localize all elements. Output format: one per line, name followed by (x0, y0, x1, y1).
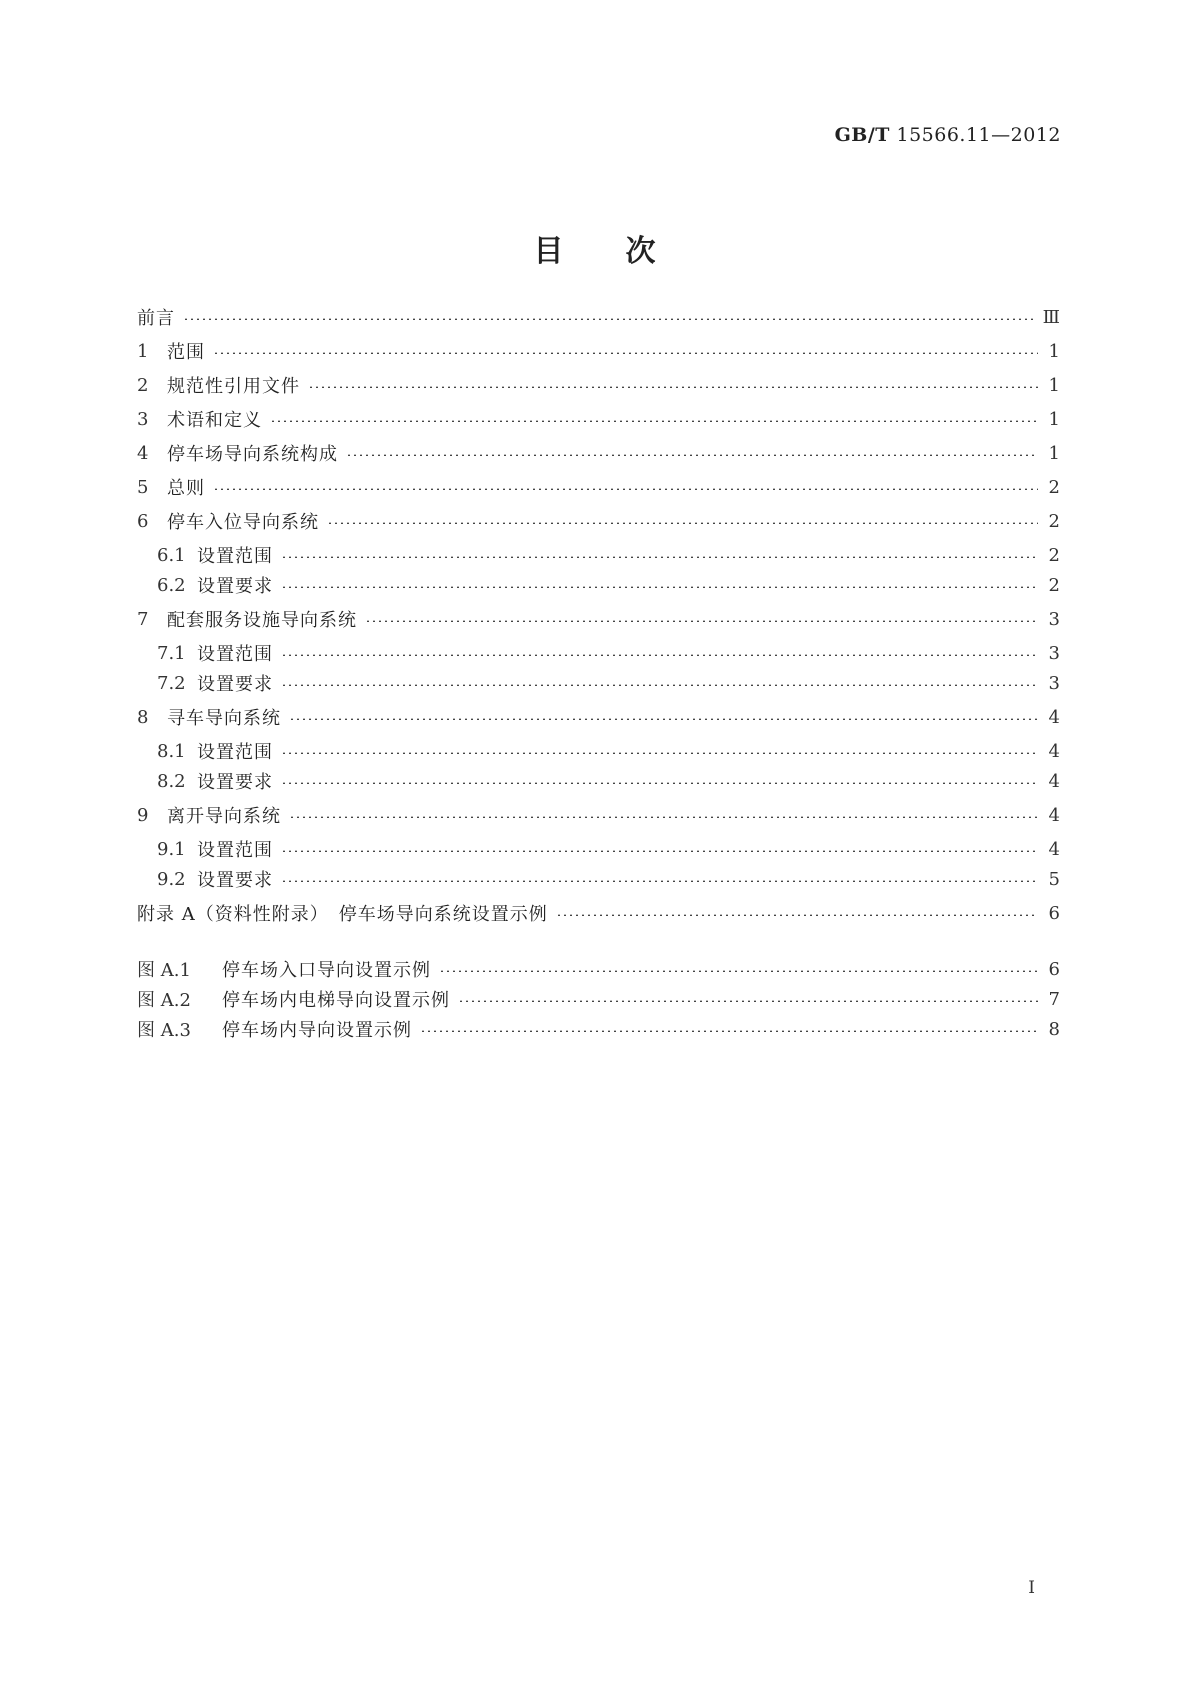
toc-entry-number: 7 (137, 608, 149, 630)
figure-page-number: 6 (1048, 958, 1060, 980)
toc-entry-text: 寻车导向系统 (167, 708, 281, 729)
toc-entry-8-2[interactable] (157, 768, 1060, 794)
toc-entry-7[interactable] (137, 606, 1060, 632)
toc-page-number: 3 (1048, 642, 1060, 664)
standard-number: 15566.11—2012 (896, 124, 1061, 146)
page-title (0, 226, 1191, 270)
toc-page-number: 4 (1048, 770, 1060, 792)
figure-title: 停车场内电梯导向设置示例 (222, 990, 450, 1011)
toc-entry-text: 规范性引用文件 (167, 376, 300, 397)
toc-entry-4[interactable] (137, 440, 1060, 466)
dot-leader (365, 620, 1038, 622)
figure-title: 停车场内导向设置示例 (222, 1020, 412, 1041)
toc-page-number: 1 (1048, 340, 1060, 362)
toc-entry-number: 5 (137, 476, 149, 498)
toc-page-number: 1 (1048, 442, 1060, 464)
dot-leader (281, 586, 1038, 588)
toc-entry-number: 8.2 (157, 770, 186, 792)
toc-entry-text: 设置要求 (197, 772, 273, 793)
toc-entry-number: 9.1 (157, 838, 186, 860)
toc-entry-6-2[interactable] (157, 572, 1060, 598)
toc-entry-number: 7.2 (157, 672, 186, 694)
toc-entry-8-1[interactable] (157, 738, 1060, 764)
toc-entry-9[interactable] (137, 802, 1060, 828)
dot-leader (213, 352, 1038, 354)
dot-leader (281, 880, 1038, 882)
toc-entry-text: 设置范围 (197, 840, 273, 861)
standard-code (835, 124, 1061, 146)
toc-entry-text: 设置要求 (197, 870, 273, 891)
dot-leader (270, 420, 1038, 422)
toc-page-number: 1 (1048, 408, 1060, 430)
toc-entry-text: 前言 (137, 308, 175, 329)
toc-entry-number: 4 (137, 442, 149, 464)
dot-leader (281, 752, 1038, 754)
figure-number: 图 A.2 (137, 990, 191, 1011)
dot-leader (281, 654, 1038, 656)
toc-entry-number: 6.2 (157, 574, 186, 596)
page-number: I (1028, 1578, 1035, 1598)
dot-leader (458, 1000, 1038, 1002)
dot-leader (420, 1030, 1038, 1032)
toc-entry-number: 9.2 (157, 868, 186, 890)
toc-entry-text: 设置要求 (197, 576, 273, 597)
toc-entry-text: 范围 (167, 342, 205, 363)
toc-entry-text: 总则 (167, 478, 205, 499)
toc-entry-number: 6.1 (157, 544, 186, 566)
dot-leader (346, 454, 1038, 456)
toc-entry-7-1[interactable] (157, 640, 1060, 666)
dot-leader (439, 970, 1038, 972)
toc-entry-text: 设置要求 (197, 674, 273, 695)
toc-page-number: 3 (1048, 608, 1060, 630)
figure-entry-a1[interactable] (137, 956, 1060, 982)
toc-entry-1[interactable] (137, 338, 1060, 364)
toc-entry-text: 离开导向系统 (167, 806, 281, 827)
toc-entry-number: 1 (137, 340, 149, 362)
toc-entry-number: 6 (137, 510, 149, 532)
toc-page-number: 2 (1048, 574, 1060, 596)
toc-page-number: 2 (1048, 544, 1060, 566)
figure-number: 图 A.1 (137, 960, 191, 981)
toc-entry-8[interactable] (137, 704, 1060, 730)
toc-entry-text: 停车入位导向系统 (167, 512, 319, 533)
toc-entry-foreword[interactable] (137, 304, 1060, 330)
dot-leader (281, 684, 1038, 686)
toc-entry-number: 7.1 (157, 642, 186, 664)
dot-leader (289, 816, 1038, 818)
toc-entry-number: 8 (137, 706, 149, 728)
toc-page-number: 3 (1048, 672, 1060, 694)
toc-entry-9-1[interactable] (157, 836, 1060, 862)
toc-page-number: Ⅲ (1042, 306, 1060, 328)
toc-entry-text: 设置范围 (197, 546, 273, 567)
dot-leader (281, 556, 1038, 558)
toc-entry-appendix-a[interactable] (137, 900, 1060, 926)
toc-page-number: 4 (1048, 706, 1060, 728)
dot-leader (213, 488, 1038, 490)
toc-entry-text: 设置范围 (197, 644, 273, 665)
title-char-1: 目 (533, 234, 566, 269)
toc-page-number: 4 (1048, 740, 1060, 762)
toc-entry-text: 设置范围 (197, 742, 273, 763)
toc-entry-7-2[interactable] (157, 670, 1060, 696)
dot-leader (281, 850, 1038, 852)
toc-entry-2[interactable] (137, 372, 1060, 398)
figure-page-number: 7 (1048, 988, 1060, 1010)
standard-prefix: GB/T (834, 124, 890, 146)
dot-leader (327, 522, 1038, 524)
dot-leader (183, 318, 1035, 320)
toc-page-number: 5 (1048, 868, 1060, 890)
toc-page-number: 4 (1048, 804, 1060, 826)
dot-leader (289, 718, 1038, 720)
toc-entry-3[interactable] (137, 406, 1060, 432)
figure-entry-a3[interactable] (137, 1016, 1060, 1042)
toc-entry-number: 9 (137, 804, 149, 826)
dot-leader (556, 914, 1038, 916)
toc-page-number: 2 (1048, 476, 1060, 498)
toc-page-number: 6 (1048, 902, 1060, 924)
toc-entry-5[interactable] (137, 474, 1060, 500)
toc-entry-text: 配套服务设施导向系统 (167, 610, 357, 631)
toc-entry-text: 术语和定义 (167, 410, 262, 431)
toc-entry-number: 8.1 (157, 740, 186, 762)
toc-entry-9-2[interactable] (157, 866, 1060, 892)
toc-entry-6-1[interactable] (157, 542, 1060, 568)
dot-leader (281, 782, 1038, 784)
toc-entry-6[interactable] (137, 508, 1060, 534)
toc-page-number: 2 (1048, 510, 1060, 532)
figure-page-number: 8 (1048, 1018, 1060, 1040)
toc-entry-number: 2 (137, 374, 149, 396)
toc-entry-number: 3 (137, 408, 149, 430)
toc-entry-text: 停车场导向系统构成 (167, 444, 338, 465)
toc-page-number: 1 (1048, 374, 1060, 396)
toc-entry-text: 附录 A（资料性附录） 停车场导向系统设置示例 (137, 904, 548, 925)
toc-page-number: 4 (1048, 838, 1060, 860)
figure-number: 图 A.3 (137, 1020, 191, 1041)
dot-leader (308, 386, 1038, 388)
title-char-2: 次 (625, 234, 658, 269)
figure-title: 停车场入口导向设置示例 (222, 960, 431, 981)
figure-entry-a2[interactable] (137, 986, 1060, 1012)
